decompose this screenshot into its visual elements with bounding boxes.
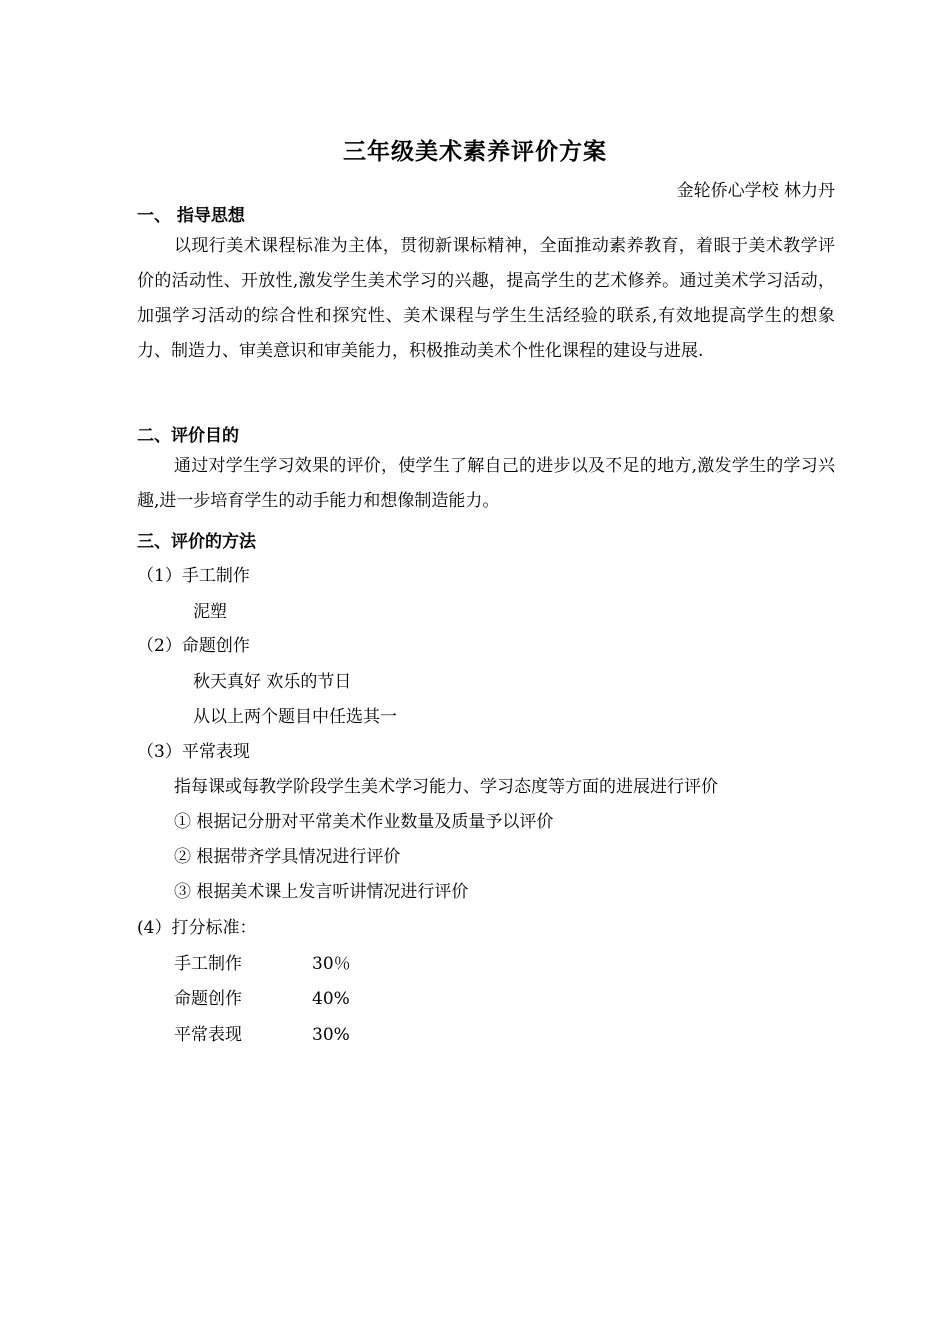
- score-value: 40%: [312, 989, 350, 1009]
- method-3-title: （3）平常表现: [137, 742, 250, 762]
- section-paragraph-guiding-ideology: 以现行美术课程标准为主体，贯彻新课标精神，全面推动素养教育，着眼于美术教学评价的活动性、开放性,激发学生美术学习的兴趣，提高学生的艺术修养。通过美术学习活动，加强学习活动的综合性和探究性、美术课程与学生生活经验的联系,有效地提高学生的想象力、制造力、审美意识和审美能力，积极推动美术个性化课程的建设与进展.: [137, 236, 835, 361]
- score-row-handcraft: [174, 949, 351, 974]
- method-3-item-2: ② 根据带齐学具情况进行评价: [174, 847, 401, 867]
- score-label: 手工制作: [174, 954, 242, 974]
- score-row-daily-performance: [174, 1020, 350, 1045]
- method-3-description: 指每课或每教学阶段学生美术学习能力、学习态度等方面的进展进行评价: [174, 777, 718, 797]
- method-4-title: (4）打分标准：: [137, 918, 257, 938]
- section-heading-evaluation-methods: 三、评价的方法: [137, 532, 256, 552]
- document-author: 金轮侨心学校 林力丹: [676, 181, 835, 201]
- method-2-item-choose: 从以上两个题目中任选其一: [193, 707, 397, 727]
- score-value: 30%: [312, 1025, 350, 1045]
- score-row-themed-creation: [174, 984, 350, 1009]
- score-label: 平常表现: [174, 1025, 242, 1045]
- section-paragraph-evaluation-purpose: 通过对学生学习效果的评价，使学生了解自己的进步以及不足的地方,激发学生的学习兴趣,进一步培育学生的动手能力和想像制造能力。: [137, 456, 835, 511]
- section-heading-guiding-ideology: 一、 指导思想: [137, 206, 245, 226]
- document-title: 三年级美术素养评价方案: [343, 138, 607, 165]
- section-heading-evaluation-purpose: 二、评价目的: [137, 426, 239, 446]
- method-2-title: （2）命题创作: [137, 636, 250, 656]
- method-1-item: 泥塑: [193, 602, 227, 622]
- score-value: 30％: [312, 954, 351, 974]
- method-2-item-topics: 秋天真好 欢乐的节日: [193, 672, 352, 692]
- method-1-title: （1）手工制作: [137, 566, 250, 586]
- score-label: 命题创作: [174, 989, 242, 1009]
- method-3-item-3: ③ 根据美术课上发言听讲情况进行评价: [174, 882, 469, 902]
- method-3-item-1: ① 根据记分册对平常美术作业数量及质量予以评价: [174, 812, 554, 832]
